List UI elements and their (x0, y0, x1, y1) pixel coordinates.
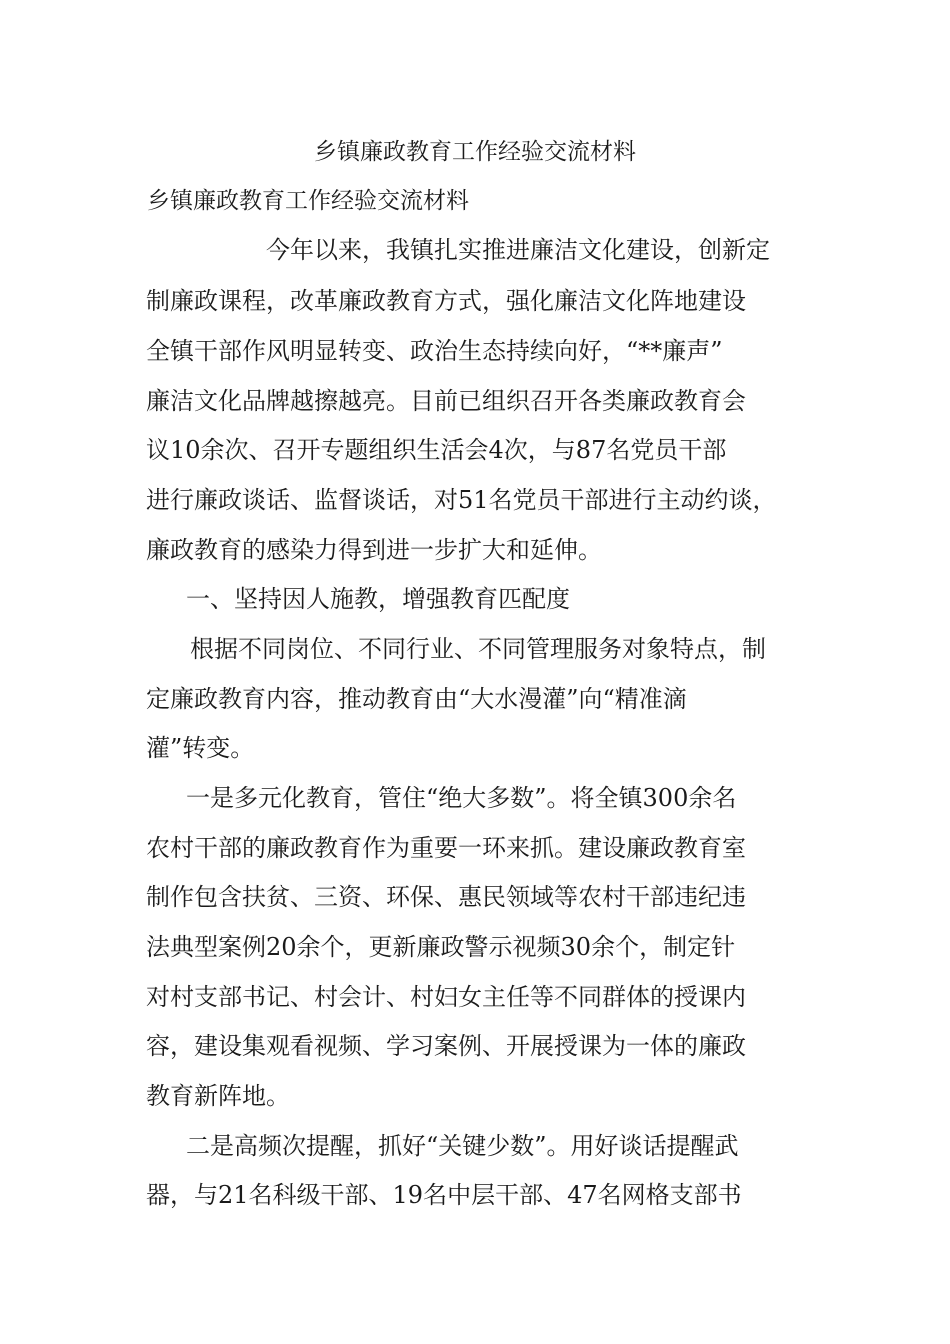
paragraph-line: 制作包含扶贫、三资、环保、惠民领域等农村干部违纪违 (146, 883, 746, 911)
document-subtitle: 乡镇廉政教育工作经验交流材料 (147, 188, 469, 214)
paragraph-line: 制廉政课程，改革廉政教育方式，强化廉洁文化阵地建设 (146, 287, 746, 315)
document-title: 乡镇廉政教育工作经验交流材料 (314, 139, 636, 165)
paragraph-line: 根据不同岗位、不同行业、不同管理服务对象特点，制 (190, 635, 766, 663)
paragraph-line: 廉政教育的感染力得到进一步扩大和延伸。 (146, 536, 602, 564)
paragraph-line: 器，与21名科级干部、19名中层干部、47名网格支部书 (146, 1181, 742, 1209)
paragraph-line: 定廉政教育内容，推动教育由“大水漫灌”向“精准滴 (146, 685, 687, 713)
paragraph-line: 今年以来，我镇扎实推进廉洁文化建设，创新定 (266, 236, 770, 264)
paragraph-line: 灌”转变。 (146, 734, 255, 762)
paragraph-line: 一是多元化教育，管住“绝大多数”。将全镇300余名 (186, 784, 737, 812)
paragraph-line: 议10余次、召开专题组织生活会4次，与87名党员干部 (146, 436, 727, 464)
paragraph-line: 对村支部书记、村会计、村妇女主任等不同群体的授课内 (146, 983, 746, 1011)
paragraph-line: 农村干部的廉政教育作为重要一环来抓。建设廉政教育室 (146, 834, 746, 862)
paragraph-line: 二是高频次提醒，抓好“关键少数”。用好谈话提醒武 (186, 1132, 739, 1160)
paragraph-line: 廉洁文化品牌越擦越亮。目前已组织召开各类廉政教育会 (146, 387, 746, 415)
paragraph-line: 全镇干部作风明显转变、政治生态持续向好，“**廉声” (146, 337, 723, 365)
paragraph-line: 教育新阵地。 (146, 1082, 290, 1110)
section-heading: 一、坚持因人施教，增强教育匹配度 (186, 585, 570, 613)
paragraph-line: 进行廉政谈话、监督谈话，对51名党员干部进行主动约谈， (146, 486, 777, 514)
paragraph-line: 容，建设集观看视频、学习案例、开展授课为一体的廉政 (146, 1032, 746, 1060)
paragraph-line: 法典型案例20余个，更新廉政警示视频30余个，制定针 (146, 933, 736, 961)
